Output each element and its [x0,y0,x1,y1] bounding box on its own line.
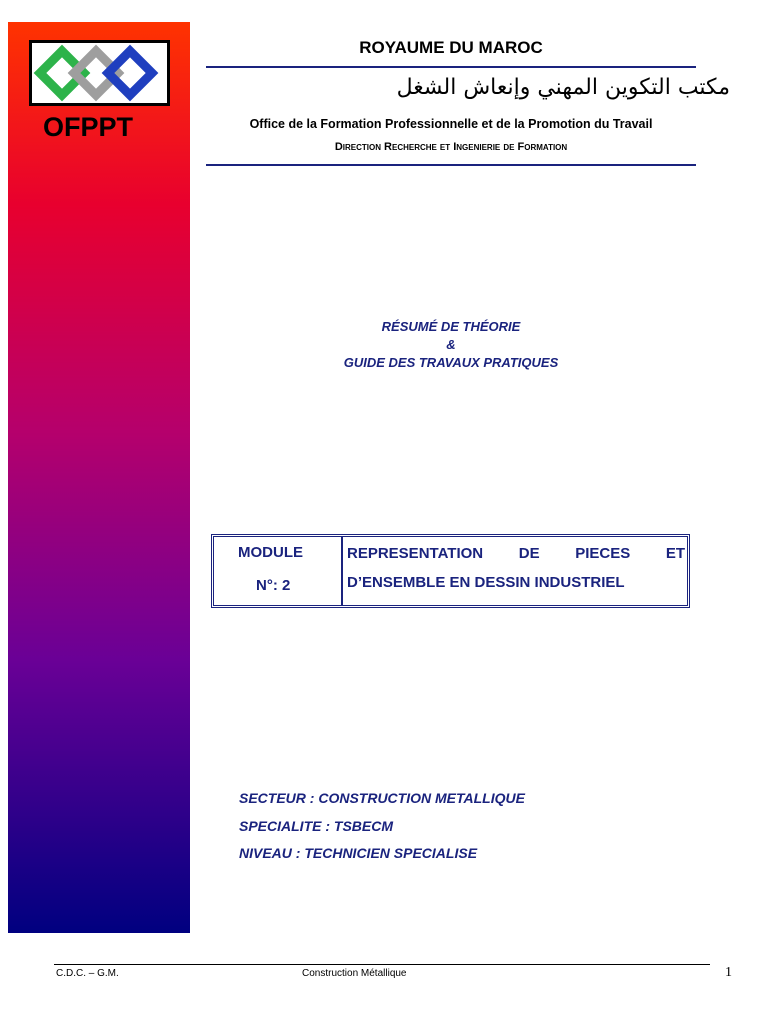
kingdom-title: ROYAUME DU MAROC [359,38,543,57]
ofppt-logo [29,40,170,106]
module-table [211,534,690,608]
module-label: MODULE [238,544,303,561]
module-number: N°: 2 [256,577,291,594]
footer-rule [54,964,710,965]
module-name-cell [343,537,687,605]
module-name-line1: REPRESENTATION DE PIECES ET [347,545,685,562]
module-name-line2: D’ENSEMBLE EN DESSIN INDUSTRIEL [347,574,625,591]
resume-title: RÉSUMÉ DE THÉORIE [381,319,521,334]
gradient-sidebar [8,22,190,933]
niveau-line: NIVEAU : TECHNICIEN SPECIALISE [239,845,478,861]
footer-center: Construction Métallique [302,968,407,979]
secteur-line: SECTEUR : CONSTRUCTION METALLIQUE [239,790,525,806]
arabic-office-name: مكتب التكوين المهني وإنعاش الشغل [396,75,730,100]
logo-links-icon [32,43,167,103]
header-rule-bottom [206,164,696,166]
header-rule-top [206,66,696,68]
direction-name: Direction Recherche et Ingenierie de Formation [334,141,568,153]
guide-title: GUIDE DES TRAVAUX PRATIQUES [343,355,559,370]
module-number-cell [214,537,343,605]
page-number: 1 [725,965,732,980]
office-name: Office de la Formation Professionnelle et de la Promotion du Travail [249,117,653,131]
specialite-line: SPECIALITE : TSBECM [239,818,394,834]
resume-ampersand: & [446,337,456,352]
logo-text: OFPPT [43,112,134,142]
footer-left: C.D.C. – G.M. [56,968,119,979]
